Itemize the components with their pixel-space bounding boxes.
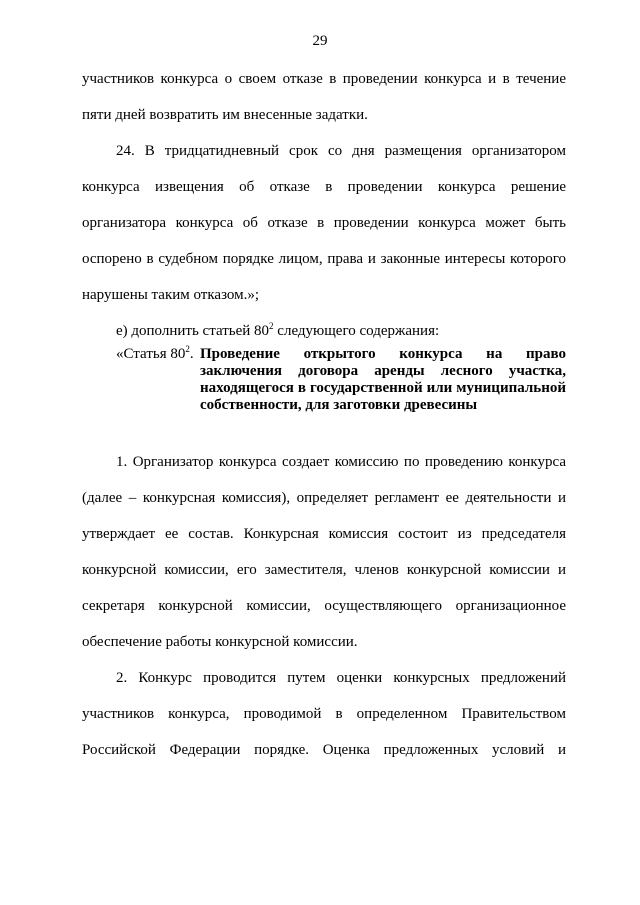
amendment-superscript: 2 — [269, 321, 274, 331]
paragraph-2: 2. Конкурс проводится путем оценки конкурсных предложений участников конкурса, проводимой в определенном Правительством Российской Федерации порядке. Оценка предложенных условий и — [82, 670, 566, 758]
article-label-end: . — [189, 346, 194, 362]
bottom-text-block — [82, 444, 566, 768]
article-superscript: 2 — [185, 344, 190, 354]
paragraph-1: 1. Организатор конкурса создает комиссию по проведению конкурса (далее – конкурсная комиссия), определяет регламент ее деятельности и утверждает ее состав. Конкурсная комиссия состоит из председателя конкурсной комиссии, его заместителя, членов конкурсной комиссии и секретаря конкурсной комиссии, осуществляющего организационное обеспечение работы конкурсной комиссии. — [82, 454, 566, 650]
page-number: 29 — [312, 33, 328, 49]
article-title-block — [116, 346, 566, 414]
amendment-text-before: е) дополнить статьей 80 — [116, 323, 270, 339]
paragraph-continuation: участников конкурса о своем отказе в проведении конкурса и в течение пяти дней возвратить им внесенные задатки. — [82, 71, 566, 123]
top-text-block — [82, 61, 566, 349]
article-heading: Проведение открытого конкурса на право заключения договора аренды лесного участка, находящегося в государственной или муниципальной собственности, для заготовки древесины — [200, 346, 566, 413]
article-label — [116, 346, 194, 363]
amendment-clause — [82, 313, 566, 349]
amendment-text-after: следующего содержания: — [273, 323, 440, 339]
paragraph-24: 24. В тридцатидневный срок со дня размещения организатором конкурса извещения об отказе в проведении конкурса решение организатора конкурса об отказе в проведении конкурса может быть оспорено в судебном порядке лицом, права и законные интересы которого нарушены таким отказом.»; — [82, 143, 566, 303]
article-label-text: «Статья 80 — [116, 346, 186, 362]
